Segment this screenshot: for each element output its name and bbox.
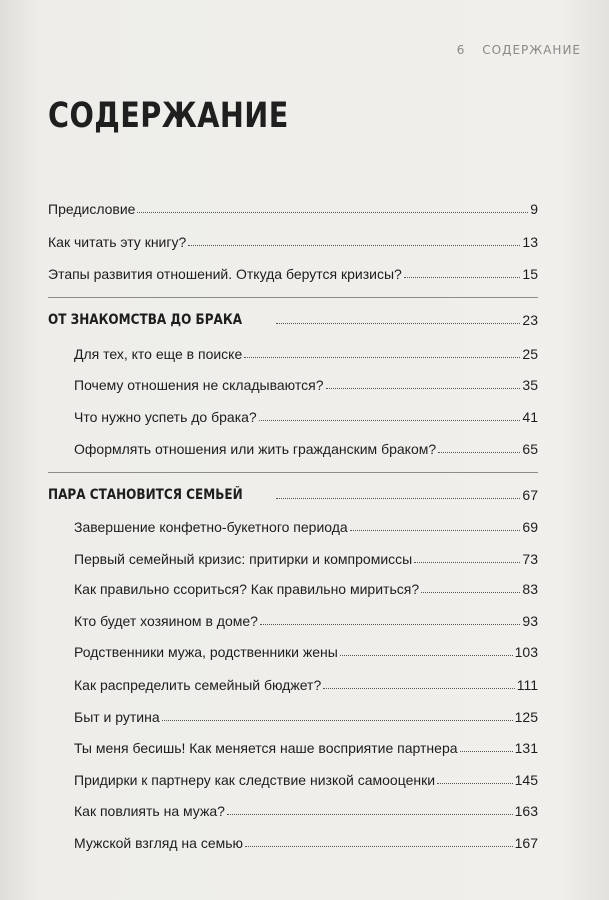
- leader-dots: [259, 420, 521, 421]
- toc-entry: [74, 371, 538, 393]
- toc-entry-label: Родственники мужа, родственники жены: [74, 644, 338, 660]
- toc-entry: [74, 671, 538, 693]
- toc-section: [48, 481, 538, 503]
- leader-dots: [350, 530, 521, 531]
- toc-entry-page: 73: [522, 551, 538, 567]
- leader-dots: [438, 452, 520, 453]
- leader-dots: [404, 277, 521, 278]
- toc-entry-label: Как повлиять на мужа?: [74, 803, 225, 819]
- leader-dots: [260, 624, 520, 625]
- toc-entry: [74, 435, 538, 457]
- toc-entry-page: 65: [522, 441, 538, 457]
- toc-entry-label: Как распределить семейный бюджет?: [74, 677, 322, 693]
- toc-entry-page: 167: [514, 835, 538, 851]
- toc-entry-page: 103: [514, 644, 538, 660]
- leader-dots: [323, 688, 514, 689]
- toc-entry: [74, 575, 538, 597]
- toc-entry-page: 69: [522, 519, 538, 535]
- toc-entry: [74, 403, 538, 425]
- section-divider: [48, 472, 538, 473]
- leader-dots: [244, 357, 520, 358]
- toc-entry-label: Придирки к партнеру как следствие низкой самооценки: [74, 772, 436, 788]
- leader-dots: [340, 655, 513, 656]
- toc-section-page: 67: [522, 487, 538, 503]
- leader-dots: [276, 498, 520, 499]
- toc-entry: [48, 228, 538, 250]
- toc-entry-page: 131: [514, 740, 538, 756]
- toc-entry-page: 13: [522, 234, 538, 250]
- toc-section: [48, 306, 538, 328]
- leader-dots: [162, 720, 513, 721]
- running-head-title: СОДЕРЖАНИЕ: [482, 43, 581, 57]
- leader-dots: [437, 783, 513, 784]
- toc-entry-label: Как правильно ссориться? Как правильно мириться?: [74, 581, 420, 597]
- leader-dots: [421, 592, 520, 593]
- toc-entry: [74, 607, 538, 629]
- toc-entry-label: Мужской взгляд на семью: [74, 835, 244, 851]
- leader-dots: [414, 562, 520, 563]
- toc-entry: [74, 829, 538, 851]
- toc-entry-label: Почему отношения не складываются?: [74, 377, 324, 393]
- toc-entry: [74, 340, 538, 362]
- toc-entry-label: Завершение конфетно-букетного периода: [74, 519, 348, 535]
- toc-entry-label: Что нужно успеть до брака?: [74, 409, 257, 425]
- toc-entry-page: 163: [514, 803, 538, 819]
- toc-entry-page: 15: [522, 266, 538, 282]
- leader-dots: [460, 751, 513, 752]
- toc-entry: [48, 260, 538, 282]
- toc-entry: [74, 734, 538, 756]
- leader-dots: [326, 388, 521, 389]
- toc-entry-page: 111: [516, 677, 538, 693]
- leader-dots: [276, 323, 521, 324]
- toc-entry-label: Оформлять отношения или жить гражданским браком?: [74, 441, 437, 457]
- toc-entry-page: 93: [522, 613, 538, 629]
- toc-entry: [74, 797, 538, 819]
- toc-entry-page: 145: [514, 772, 538, 788]
- toc-section-page: 23: [522, 312, 538, 328]
- toc-entry: [74, 638, 538, 660]
- leader-dots: [245, 846, 513, 847]
- toc-entry-page: 83: [522, 581, 538, 597]
- toc-entry-page: 9: [530, 201, 538, 217]
- toc-entry: [74, 545, 538, 567]
- toc-entry-label: Предисловие: [48, 201, 136, 217]
- section-divider: [48, 297, 538, 298]
- leader-dots: [227, 814, 513, 815]
- toc-entry-page: 25: [522, 346, 538, 362]
- toc-entry-label: Первый семейный кризис: притирки и компромиссы: [74, 551, 413, 567]
- toc-section-label: ПАРА СТАНОВИТСЯ СЕМЬЕЙ: [48, 487, 243, 503]
- toc-entry-label: Кто будет хозяином в доме?: [74, 613, 258, 629]
- toc-entry: [48, 195, 538, 217]
- toc-entry: [74, 766, 538, 788]
- toc-entry-page: 41: [522, 409, 538, 425]
- toc-entry-label: Быт и рутина: [74, 709, 160, 725]
- page-title: СОДЕРЖАНИЕ: [48, 96, 289, 136]
- toc-entry: [74, 703, 538, 725]
- leader-dots: [188, 245, 520, 246]
- toc-entry-page: 35: [522, 377, 538, 393]
- toc-entry-label: Как читать эту книгу?: [48, 234, 187, 250]
- toc-entry: [74, 513, 538, 535]
- leader-dots: [137, 212, 528, 213]
- toc-entry-label: Ты меня бесишь! Как меняется наше восприятие партнера: [74, 740, 458, 756]
- toc-entry-page: 125: [514, 709, 538, 725]
- toc-entry-label: Для тех, кто еще в поиске: [74, 346, 243, 362]
- toc-entry-label: Этапы развития отношений. Откуда берутся кризисы?: [48, 266, 402, 282]
- running-head-page-number: 6: [456, 43, 466, 57]
- toc-section-label: ОТ ЗНАКОМСТВА ДО БРАКА: [48, 312, 243, 328]
